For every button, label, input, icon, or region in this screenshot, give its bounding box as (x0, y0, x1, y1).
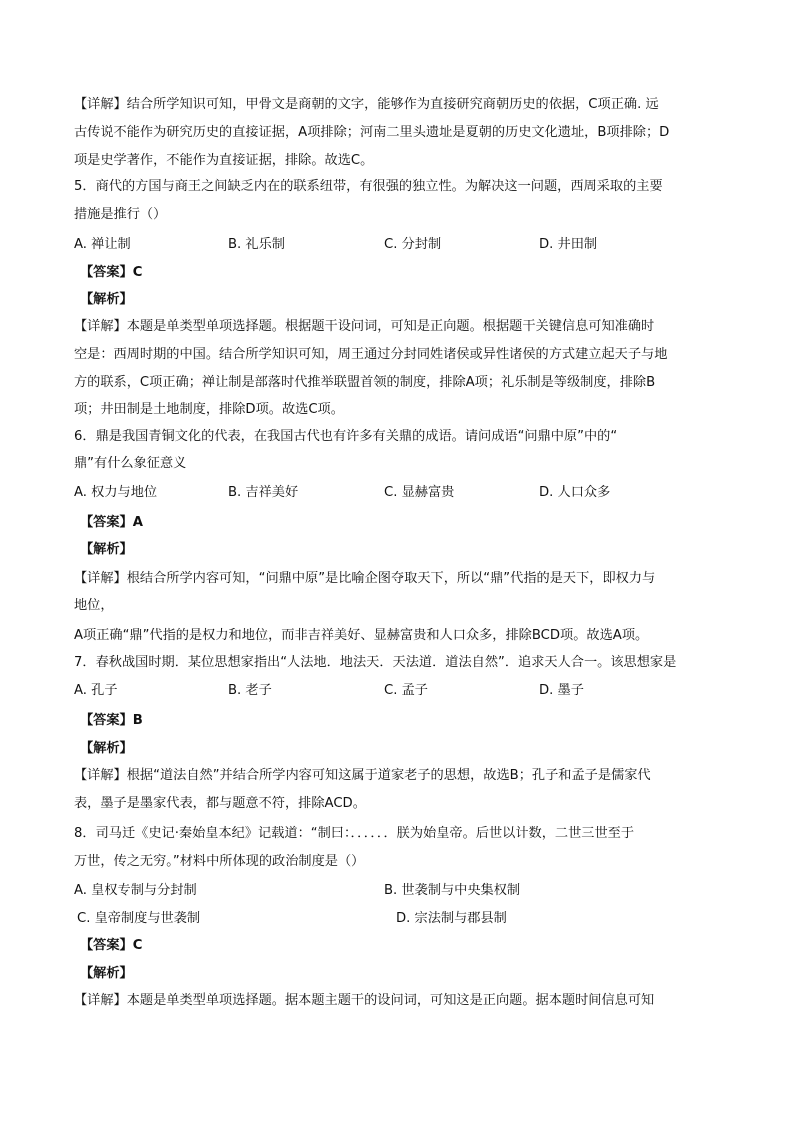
q7-detail-line-1: 【详解】根据“道法自然”并结合所学内容可知这属于道家老子的思想，故选B；孔子和孟子是儒家代 (74, 768, 651, 783)
q6-detail-line-3: A项正确“鼎”代指的是权力和地位，而非吉祥美好、显赫富贵和人口众多，排除BCD项。故选A项。 (74, 628, 649, 643)
q7-option-d: D. 墨子 (539, 683, 584, 698)
q5-answer: 【答案】C (80, 265, 143, 280)
q5-option-c: C. 分封制 (384, 237, 442, 252)
q7-detail-line-2: 表，墨子是墨家代表，都与题意不符，排除ACD。 (74, 796, 366, 811)
q7-analysis-label: 【解析】 (80, 741, 133, 756)
q7-stem-line-1: 7．春秋战国时期．某位思想家指出“人法地．地法天．天法道．道法自然”．追求天人合一。该思想家是 (74, 655, 677, 670)
q5-stem-line-2: 措施是推行（） (74, 207, 167, 222)
q5-detail-line-1: 【详解】本题是单类型单项选择题。根据题干设问词，可知是正向题。根据题干关键信息可知准确时 (74, 319, 655, 334)
q4-detail-line-3: 项是史学著作，不能作为直接证据，排除。故选C。 (74, 153, 374, 168)
q6-stem-line-1: 6．鼎是我国青铜文化的代表，在我国古代也有许多有关鼎的成语。请问成语“问鼎中原”中的“ (74, 429, 618, 444)
q6-option-d: D. 人口众多 (539, 485, 611, 500)
q6-option-b: B. 吉祥美好 (228, 485, 299, 500)
q6-detail-line-2: 地位， (74, 598, 114, 613)
q4-detail-line-2: 古传说不能作为研究历史的直接证据，A项排除；河南二里头遗址是夏朝的历史文化遗址，B项排除；D (74, 125, 670, 140)
q7-option-b: B. 老子 (228, 683, 272, 698)
q7-answer: 【答案】B (80, 713, 143, 728)
q7-option-c: C. 孟子 (384, 683, 428, 698)
q5-detail-line-4: 项；井田制是土地制度，排除D项。故选C项。 (74, 402, 344, 417)
q8-option-d: D. 宗法制与郡县制 (396, 911, 507, 926)
q6-analysis-label: 【解析】 (80, 542, 133, 557)
q8-option-a: A. 皇权专制与分封制 (74, 883, 197, 898)
q8-stem-line-2: 万世，传之无穷。”材料中所体现的政治制度是（） (74, 854, 365, 869)
q6-option-c: C. 显赫富贵 (384, 485, 455, 500)
q8-option-b: B. 世袭制与中央集权制 (384, 883, 521, 898)
q6-stem-line-2: 鼎”有什么象征意义 (74, 456, 187, 471)
q6-answer: 【答案】A (80, 515, 143, 530)
q5-detail-line-3: 方的联系，C项正确；禅让制是部落时代推举联盟首领的制度，排除A项；礼乐制是等级制度，排除B (74, 375, 656, 390)
q5-detail-line-2: 空是：西周时期的中国。结合所学知识可知，周王通过分封同姓诸侯或异性诸侯的方式建立起天子与地 (74, 347, 668, 362)
q6-detail-line-1: 【详解】根结合所学内容可知，“问鼎中原”是比喻企图夺取天下，所以“鼎”代指的是天下，即权力与 (74, 571, 656, 586)
q8-detail-line-1: 【详解】本题是单类型单项选择题。据本题主题干的设问词，可知这是正向题。据本题时间信息可知 (74, 993, 655, 1008)
q8-analysis-label: 【解析】 (80, 966, 133, 981)
q8-answer: 【答案】C (80, 938, 143, 953)
q5-option-b: B. 礼乐制 (228, 237, 285, 252)
q5-stem-line-1: 5．商代的方国与商王之间缺乏内在的联系纽带，有很强的独立性。为解决这一问题，西周采取的主要 (74, 179, 663, 194)
q5-option-a: A. 禅让制 (74, 237, 131, 252)
q6-option-a: A. 权力与地位 (74, 485, 158, 500)
q7-option-a: A. 孔子 (74, 683, 118, 698)
q5-analysis-label: 【解析】 (80, 292, 133, 307)
q8-stem-line-1: 8．司马迁《史记·秦始皇本纪》记载道：“制曰：．．．．．．朕为始皇帝。后世以计数，二世三世至于 (74, 826, 635, 841)
q5-option-d: D. 井田制 (539, 237, 598, 252)
q8-option-c: C. 皇帝制度与世袭制 (77, 911, 201, 926)
q4-detail-line-1: 【详解】结合所学知识可知，甲骨文是商朝的文字，能够作为直接研究商朝历史的依据，C项正确. 远 (74, 97, 659, 112)
